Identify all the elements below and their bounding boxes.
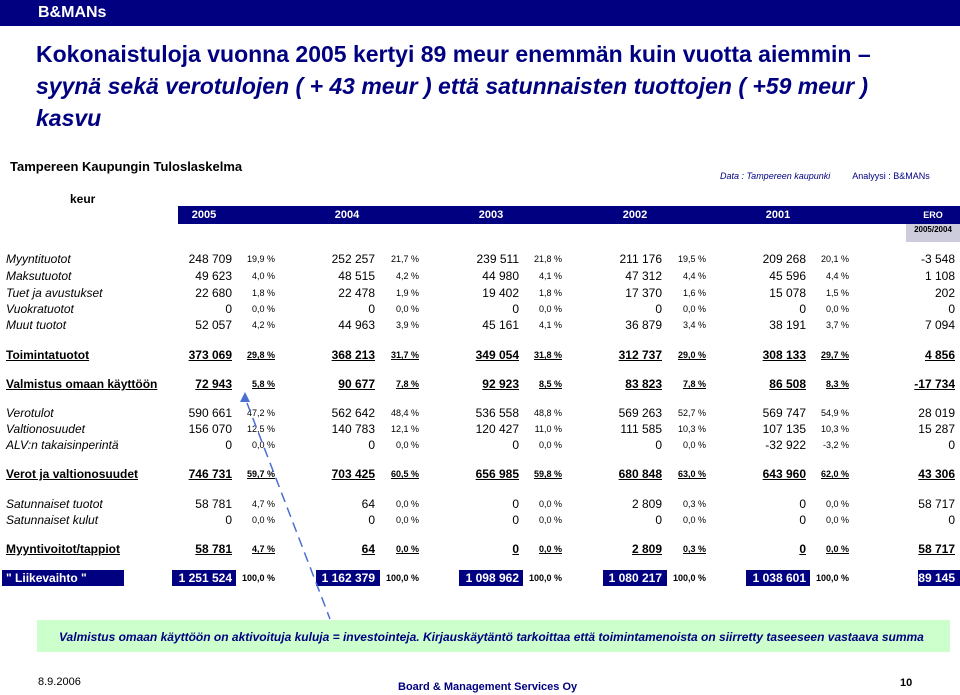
value-cell: 52 057 <box>195 318 232 332</box>
value-cell: 58 781 <box>195 497 232 511</box>
value-cell: 0 <box>512 542 519 556</box>
value-cell: 569 747 <box>762 406 806 420</box>
value-cell: 0 <box>799 302 806 316</box>
row-label: Satunnaiset kulut <box>6 513 99 527</box>
diff-cell: -17 734 <box>914 377 955 391</box>
diff-cell: 58 717 <box>918 542 955 556</box>
value-cell: 239 511 <box>476 252 519 266</box>
percent-cell: 0,0 % <box>251 515 275 525</box>
value-cell: 0 <box>368 302 375 316</box>
value-cell: 120 427 <box>475 422 519 436</box>
percent-cell: 1,8 % <box>251 288 275 298</box>
value-cell: 2 809 <box>631 542 662 556</box>
year-header: 2002 <box>622 209 648 221</box>
percent-cell: 4,7 % <box>251 499 275 509</box>
value-cell: 15 078 <box>769 286 806 300</box>
value-cell: 22 680 <box>195 286 232 300</box>
analysis-credit: Analyysi : B&MANs <box>852 171 930 181</box>
diff-header: ERO <box>906 206 960 224</box>
title-italic: syynä sekä verotulojen ( + 43 meur ) että satunnaisten tuottojen ( +59 meur ) kasvu <box>36 73 869 131</box>
value-cell: 209 268 <box>762 252 806 266</box>
percent-cell: 12,5 % <box>246 424 275 434</box>
percent-cell: 62,0 % <box>820 469 849 479</box>
percent-cell: 63,0 % <box>677 469 706 479</box>
footer-company: Board & Management Services Oy <box>398 681 578 693</box>
percent-cell: 19,9 % <box>246 254 275 264</box>
percent-cell: 8,5 % <box>538 379 562 389</box>
year-header: 2005 <box>191 209 217 221</box>
value-cell: 0 <box>225 438 232 452</box>
diff-cell: 0 <box>948 513 955 527</box>
value-cell: -32 922 <box>765 438 806 452</box>
value-cell: 643 960 <box>762 467 806 481</box>
value-cell: 49 623 <box>195 269 232 283</box>
row-label: Myyntituotot <box>6 252 71 266</box>
value-cell: 312 737 <box>618 348 662 362</box>
diff-cell: 15 287 <box>918 422 955 436</box>
value-cell: 0 <box>512 438 519 452</box>
percent-cell: 4,1 % <box>538 320 562 330</box>
percent-cell: 52,7 % <box>677 408 706 418</box>
diff-cell: 0 <box>948 302 955 316</box>
percent-cell: 5,8 % <box>251 379 275 389</box>
percent-cell: -3,2 % <box>822 440 849 450</box>
diff-subheader: 2005/2004 <box>914 225 952 234</box>
percent-cell: 1,8 % <box>538 288 562 298</box>
year-header: 2004 <box>334 209 360 221</box>
percent-cell: 4,4 % <box>825 271 849 281</box>
percent-cell: 8,3 % <box>825 379 849 389</box>
percent-cell: 0,0 % <box>825 515 849 525</box>
row-label: Toimintatuotot <box>6 348 90 362</box>
value-cell: 368 213 <box>331 348 375 362</box>
brand-logo: B&MANs <box>0 0 960 26</box>
percent-cell: 60,5 % <box>390 469 419 479</box>
value-cell: 0 <box>368 513 375 527</box>
diff-cell: 43 306 <box>918 467 955 481</box>
value-cell: 1 080 217 <box>608 571 662 585</box>
value-cell: 0 <box>512 497 519 511</box>
value-cell: 211 176 <box>619 252 662 266</box>
row-label: Muut tuotot <box>6 318 67 332</box>
data-source: Data : Tampereen kaupunki <box>720 171 831 181</box>
diff-cell: 89 145 <box>918 571 955 585</box>
value-cell: 83 823 <box>625 377 662 391</box>
year-header: 2001 <box>765 209 791 221</box>
value-cell: 0 <box>799 513 806 527</box>
percent-cell: 48,4 % <box>390 408 419 418</box>
value-cell: 0 <box>655 438 662 452</box>
value-cell: 107 135 <box>762 422 806 436</box>
value-cell: 562 642 <box>331 406 375 420</box>
percent-cell: 1,9 % <box>395 288 419 298</box>
diff-cell: 202 <box>934 286 955 300</box>
percent-cell: 0,0 % <box>251 304 275 314</box>
value-cell: 1 098 962 <box>465 571 519 585</box>
value-cell: 0 <box>512 302 519 316</box>
row-label: Myyntivoitot/tappiot <box>6 542 120 556</box>
percent-cell: 21,8 % <box>533 254 562 264</box>
value-cell: 64 <box>361 542 375 556</box>
percent-cell: 59,8 % <box>533 469 562 479</box>
value-cell: 536 558 <box>475 406 519 420</box>
value-cell: 308 133 <box>762 348 806 362</box>
percent-cell: 0,0 % <box>538 499 562 509</box>
percent-cell: 100,0 % <box>672 573 706 583</box>
percent-cell: 31,8 % <box>533 350 562 360</box>
percent-cell: 21,7 % <box>390 254 419 264</box>
row-label: Verot ja valtionosuudet <box>6 467 139 481</box>
percent-cell: 12,1 % <box>390 424 419 434</box>
percent-cell: 7,8 % <box>395 379 419 389</box>
percent-cell: 48,8 % <box>533 408 562 418</box>
diff-cell: 1 108 <box>924 269 955 283</box>
value-cell: 36 879 <box>625 318 662 332</box>
arrow-head-icon <box>240 392 250 402</box>
percent-cell: 0,3 % <box>682 499 706 509</box>
value-cell: 38 191 <box>769 318 806 332</box>
percent-cell: 1,6 % <box>682 288 706 298</box>
percent-cell: 0,3 % <box>682 544 706 554</box>
percent-cell: 0,0 % <box>825 304 849 314</box>
value-cell: 45 161 <box>482 318 519 332</box>
percent-cell: 0,0 % <box>538 544 562 554</box>
value-cell: 1 162 379 <box>321 571 375 585</box>
value-cell: 569 263 <box>618 406 662 420</box>
percent-cell: 0,0 % <box>395 515 419 525</box>
value-cell: 86 508 <box>769 377 806 391</box>
value-cell: 72 943 <box>195 377 232 391</box>
value-cell: 252 257 <box>331 252 375 266</box>
row-label: ALV:n takaisinperintä <box>6 438 119 452</box>
percent-cell: 3,7 % <box>825 320 849 330</box>
value-cell: 47 312 <box>625 269 662 283</box>
value-cell: 656 985 <box>475 467 519 481</box>
percent-cell: 100,0 % <box>241 573 275 583</box>
percent-cell: 3,9 % <box>395 320 419 330</box>
percent-cell: 10,3 % <box>820 424 849 434</box>
title-main: Kokonaistuloja vuonna 2005 kertyi 89 meur enemmän kuin vuotta aiemmin – <box>36 41 871 67</box>
value-cell: 0 <box>655 513 662 527</box>
percent-cell: 0,0 % <box>825 544 849 554</box>
percent-cell: 0,0 % <box>395 304 419 314</box>
diff-cell: 0 <box>948 438 955 452</box>
value-cell: 1 251 524 <box>178 571 232 585</box>
diff-cell: 28 019 <box>918 406 955 420</box>
row-label: Valmistus omaan käyttöön <box>6 377 158 391</box>
percent-cell: 0,0 % <box>682 304 706 314</box>
value-cell: 0 <box>799 497 806 511</box>
percent-cell: 4,2 % <box>395 271 419 281</box>
row-label: Vuokratuotot <box>6 302 74 316</box>
percent-cell: 47,2 % <box>246 408 275 418</box>
diff-cell: 58 717 <box>918 497 955 511</box>
percent-cell: 0,0 % <box>682 440 706 450</box>
percent-cell: 0,0 % <box>538 515 562 525</box>
value-cell: 0 <box>655 302 662 316</box>
value-cell: 17 370 <box>625 286 662 300</box>
value-cell: 703 425 <box>331 467 375 481</box>
percent-cell: 0,0 % <box>538 440 562 450</box>
percent-cell: 4,1 % <box>538 271 562 281</box>
row-label: Tuet ja avustukset <box>6 286 103 300</box>
percent-cell: 11,0 % <box>534 424 562 434</box>
diff-cell: -3 548 <box>920 252 955 266</box>
percent-cell: 0,0 % <box>825 499 849 509</box>
percent-cell: 0,0 % <box>682 515 706 525</box>
row-label: Satunnaiset tuotot <box>6 497 103 511</box>
percent-cell: 100,0 % <box>815 573 849 583</box>
table-title: Tampereen Kaupungin Tuloslaskelma <box>10 159 243 174</box>
value-cell: 64 <box>361 497 375 511</box>
percent-cell: 54,9 % <box>820 408 849 418</box>
value-cell: 590 661 <box>188 406 232 420</box>
percent-cell: 20,1 % <box>820 254 849 264</box>
value-cell: 746 731 <box>188 467 232 481</box>
row-label: " Liikevaihto " <box>6 571 87 585</box>
percent-cell: 4,2 % <box>251 320 275 330</box>
value-cell: 349 054 <box>475 348 519 362</box>
percent-cell: 59,7 % <box>246 469 275 479</box>
value-cell: 22 478 <box>338 286 375 300</box>
value-cell: 2 809 <box>631 497 662 511</box>
value-cell: 0 <box>225 302 232 316</box>
diff-cell: 7 094 <box>924 318 955 332</box>
row-label: Valtionosuudet <box>6 422 85 436</box>
percent-cell: 29,0 % <box>677 350 706 360</box>
percent-cell: 0,0 % <box>395 440 419 450</box>
row-label: Verotulot <box>6 406 54 420</box>
percent-cell: 3,4 % <box>682 320 706 330</box>
value-cell: 680 848 <box>618 467 662 481</box>
row-label: Maksutuotot <box>6 269 72 283</box>
value-cell: 19 402 <box>482 286 519 300</box>
percent-cell: 4,7 % <box>251 544 275 554</box>
value-cell: 0 <box>799 542 806 556</box>
percent-cell: 0,0 % <box>251 440 275 450</box>
unit-label: keur <box>70 192 96 206</box>
percent-cell: 0,0 % <box>395 544 419 554</box>
percent-cell: 10,3 % <box>677 424 706 434</box>
percent-cell: 19,5 % <box>677 254 706 264</box>
value-cell: 92 923 <box>482 377 519 391</box>
value-cell: 156 070 <box>188 422 232 436</box>
value-cell: 0 <box>368 438 375 452</box>
value-cell: 44 963 <box>338 318 375 332</box>
percent-cell: 100,0 % <box>528 573 562 583</box>
value-cell: 0 <box>512 513 519 527</box>
value-cell: 373 069 <box>188 348 232 362</box>
value-cell: 248 709 <box>188 252 232 266</box>
percent-cell: 7,8 % <box>682 379 706 389</box>
percent-cell: 31,7 % <box>390 350 419 360</box>
value-cell: 58 781 <box>195 542 232 556</box>
percent-cell: 1,5 % <box>825 288 849 298</box>
percent-cell: 29,8 % <box>246 350 275 360</box>
percent-cell: 0,0 % <box>538 304 562 314</box>
percent-cell: 4,4 % <box>682 271 706 281</box>
diff-cell: 4 856 <box>924 348 955 362</box>
value-cell: 0 <box>225 513 232 527</box>
footer-date: 8.9.2006 <box>38 676 81 688</box>
percent-cell: 0,0 % <box>395 499 419 509</box>
value-cell: 1 038 601 <box>752 571 806 585</box>
year-header: 2003 <box>478 209 504 221</box>
value-cell: 111 585 <box>620 422 662 436</box>
value-cell: 140 783 <box>331 422 375 436</box>
percent-cell: 4,0 % <box>251 271 275 281</box>
note-box <box>37 620 950 652</box>
percent-cell: 29,7 % <box>820 350 849 360</box>
value-cell: 90 677 <box>338 377 375 391</box>
value-cell: 45 596 <box>769 269 806 283</box>
value-cell: 44 980 <box>482 269 519 283</box>
page-number: 10 <box>900 677 913 689</box>
dashed-arrow-line <box>247 403 330 619</box>
percent-cell: 100,0 % <box>385 573 419 583</box>
value-cell: 48 515 <box>338 269 375 283</box>
note-text: Valmistus omaan käyttöön on aktivoituja kuluja = investointeja. Kirjauskäytäntö tarkoittaa että toimintamenoista on siirretty taseeseen vastaava summa <box>59 630 924 644</box>
